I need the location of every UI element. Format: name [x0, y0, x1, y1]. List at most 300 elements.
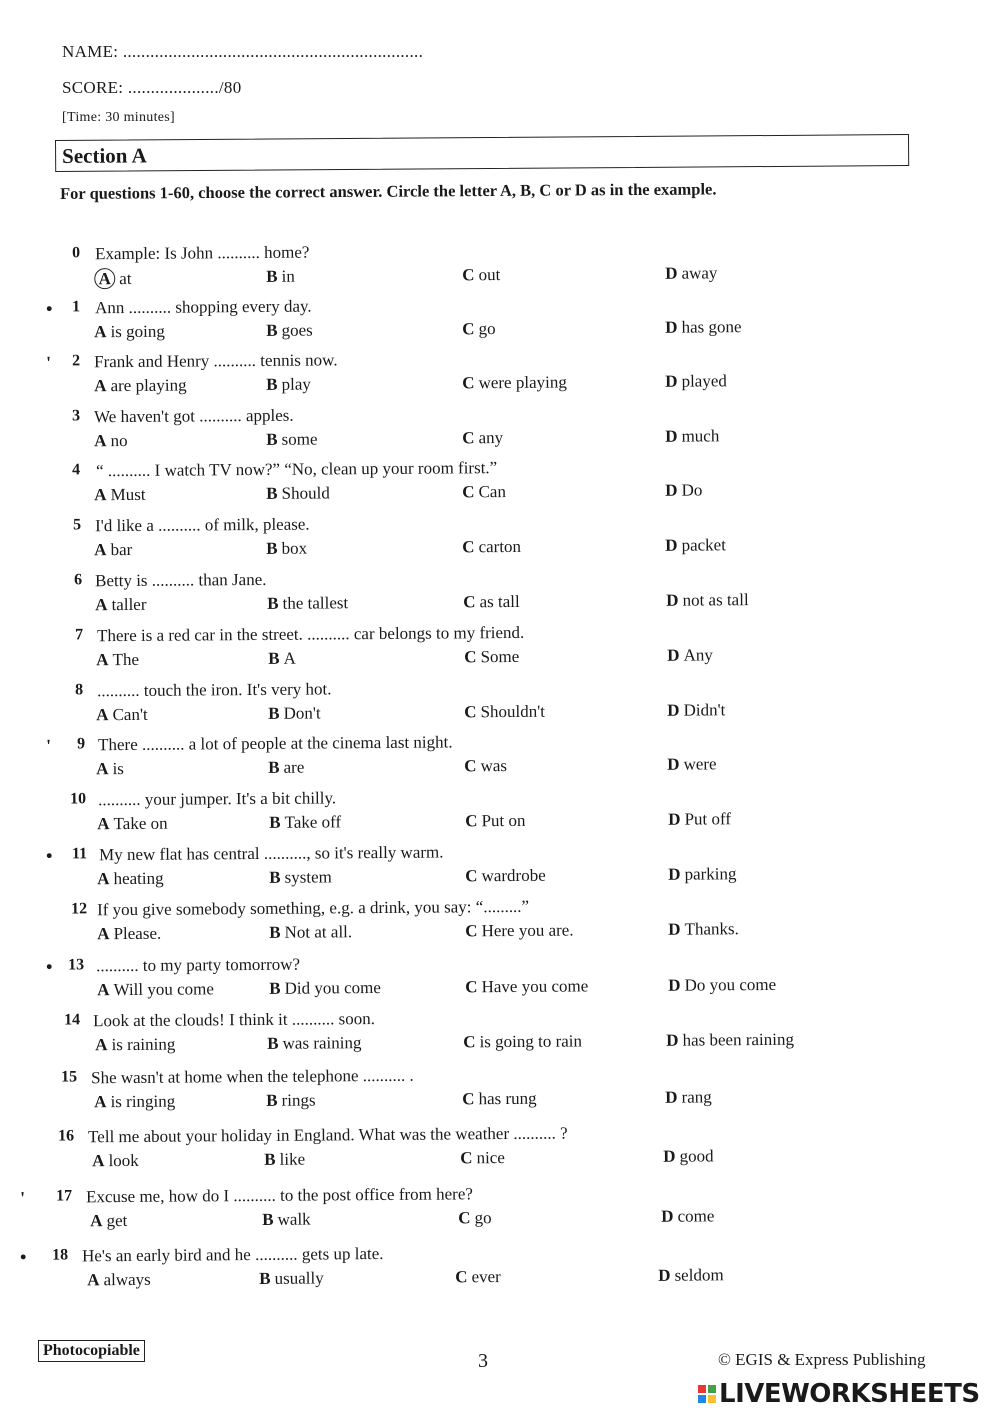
question-item — [0, 1239, 1000, 1297]
option-text: Any — [683, 645, 713, 665]
answer-option-c[interactable] — [462, 265, 500, 285]
option-letter: D — [663, 1146, 676, 1166]
answer-option-d[interactable] — [667, 700, 725, 720]
photocopiable-label: Photocopiable — [38, 1340, 145, 1362]
answer-option-b[interactable] — [268, 758, 304, 778]
answer-option-d[interactable] — [665, 1087, 712, 1107]
option-text: Have you come — [481, 976, 589, 997]
question-text: Example: Is John .......... home? — [94, 242, 310, 264]
question-bullet-mark: ' — [45, 352, 52, 373]
answer-option-b[interactable] — [266, 539, 307, 559]
option-letter: C — [463, 592, 476, 612]
option-text: play — [281, 374, 311, 394]
logo-square — [698, 1385, 706, 1393]
option-letter: B — [266, 483, 278, 503]
answer-option-a[interactable] — [94, 376, 186, 397]
answer-option-c[interactable] — [455, 1267, 501, 1287]
option-text: Do — [681, 480, 703, 500]
answer-option-c[interactable] — [462, 482, 506, 502]
answer-option-b[interactable] — [269, 867, 332, 887]
question-number: 9 — [76, 735, 86, 753]
option-text: the tallest — [282, 593, 349, 613]
option-text: has been raining — [682, 1029, 795, 1050]
answer-option-a[interactable] — [94, 322, 165, 343]
question-number: 3 — [71, 407, 81, 425]
option-letter: B — [266, 320, 278, 340]
question-number: 15 — [60, 1068, 78, 1086]
option-text: out — [478, 265, 501, 285]
option-text: Take off — [284, 812, 342, 832]
answer-option-c[interactable] — [463, 592, 520, 612]
option-text: much — [681, 426, 720, 446]
option-text: A — [283, 648, 296, 668]
question-text: We haven't got .......... apples. — [93, 405, 294, 427]
answer-option-b[interactable] — [266, 267, 295, 287]
answer-option-b[interactable] — [269, 978, 381, 999]
question-bullet-mark: • — [45, 298, 53, 319]
option-text: go — [478, 319, 496, 339]
publisher-credit: © EGIS & Express Publishing — [718, 1350, 926, 1369]
question-text: There .......... a lot of people at the cinema last night. — [97, 732, 453, 755]
option-text: wardrobe — [481, 865, 546, 886]
question-item — [0, 1120, 1000, 1178]
answer-option-d[interactable] — [661, 1206, 714, 1226]
answer-option-a[interactable] — [90, 1211, 127, 1231]
option-letter: D — [665, 371, 678, 391]
question-number: 17 — [55, 1187, 73, 1205]
option-text: like — [279, 1149, 306, 1169]
instructions: For questions 1-60, choose the correct answer. Circle the letter A, B, C or D as in the example. — [60, 179, 717, 203]
question-bullet-mark: • — [45, 956, 53, 977]
answer-option-b[interactable] — [267, 1033, 361, 1054]
option-letter: D — [665, 535, 678, 555]
option-letter: A — [96, 705, 109, 725]
answer-option-b[interactable] — [259, 1268, 324, 1289]
question-item — [0, 564, 1000, 622]
option-letter: D — [666, 590, 679, 610]
option-letter: A — [94, 376, 107, 396]
option-text: heating — [113, 868, 164, 889]
option-text: rang — [681, 1087, 712, 1107]
option-letter: C — [465, 811, 478, 831]
option-letter: D — [668, 809, 681, 829]
option-letter: D — [661, 1206, 674, 1226]
option-letter: C — [455, 1267, 468, 1287]
answer-option-d[interactable] — [666, 590, 749, 611]
answer-option-a[interactable] — [94, 540, 132, 560]
option-letter: D — [668, 864, 681, 884]
name-line: NAME: .................................................................. — [62, 42, 424, 61]
score-line: SCORE: ..................../80 — [62, 78, 242, 97]
option-text: come — [677, 1206, 715, 1226]
option-text: bar — [110, 539, 133, 560]
option-letter: C — [462, 428, 475, 448]
option-letter: A — [96, 650, 109, 670]
question-item — [0, 838, 1000, 896]
question-text: Frank and Henry .......... tennis now. — [93, 350, 338, 372]
option-text: rings — [281, 1090, 316, 1110]
question-number: 18 — [51, 1246, 69, 1264]
option-text: nice — [476, 1148, 505, 1168]
option-text: Shouldn't — [480, 701, 546, 722]
option-letter: C — [464, 647, 477, 667]
answer-option-a[interactable] — [95, 1035, 175, 1056]
option-letter: A — [97, 814, 110, 834]
answer-option-a[interactable] — [97, 869, 163, 890]
question-item — [0, 949, 1000, 1007]
page-number: 3 — [478, 1350, 488, 1372]
question-text: He's an early bird and he .......... gets up late. — [81, 1243, 384, 1266]
option-letter: B — [259, 1268, 271, 1288]
liveworksheets-logo-icon — [698, 1385, 716, 1403]
question-text: There is a red car in the street. .......... car belongs to my friend. — [96, 622, 525, 646]
answer-option-a[interactable] — [96, 705, 148, 725]
option-text: parking — [684, 864, 737, 884]
answer-option-c[interactable] — [462, 373, 567, 394]
answer-option-d[interactable] — [665, 371, 727, 391]
option-text: Put off — [684, 809, 732, 829]
option-text: get — [106, 1211, 128, 1231]
option-letter: A — [94, 485, 107, 505]
option-text: were playing — [478, 372, 567, 393]
option-letter: C — [465, 866, 478, 886]
answer-option-c[interactable] — [465, 811, 525, 831]
answer-option-d[interactable] — [666, 1030, 794, 1051]
option-letter: B — [268, 757, 280, 777]
question-text: My new flat has central .........., so it's really warm. — [98, 842, 444, 865]
option-letter: B — [267, 1033, 279, 1053]
option-letter: B — [266, 266, 278, 286]
option-text: played — [681, 371, 727, 391]
answer-option-d[interactable] — [665, 426, 719, 446]
question-bullet-mark: ' — [45, 735, 52, 756]
option-text: ever — [471, 1267, 501, 1287]
option-text: Not at all. — [284, 922, 353, 942]
question-item — [0, 237, 1000, 295]
question-number: 14 — [63, 1011, 81, 1029]
answer-option-c[interactable] — [465, 866, 546, 887]
option-text: Do you come — [684, 974, 777, 995]
answer-option-c[interactable] — [465, 976, 588, 997]
option-text: walk — [277, 1209, 311, 1229]
option-text: not as tall — [682, 590, 749, 610]
question-item — [0, 400, 1000, 458]
option-letter: C — [465, 977, 478, 997]
question-text: I'd like a .......... of milk, please. — [94, 514, 310, 536]
answer-option-b[interactable] — [262, 1210, 311, 1230]
option-letter: C — [462, 265, 475, 285]
option-letter: B — [269, 812, 281, 832]
answer-option-d[interactable] — [668, 919, 739, 940]
answer-option-b[interactable] — [268, 649, 296, 669]
option-letter: B — [267, 593, 279, 613]
answer-option-d[interactable] — [668, 864, 736, 885]
option-text: Didn't — [683, 700, 726, 720]
option-letter: B — [266, 374, 278, 394]
answer-option-c[interactable] — [464, 647, 519, 667]
answer-option-b[interactable] — [264, 1150, 305, 1170]
answer-option-c[interactable] — [460, 1148, 505, 1168]
question-number: 0 — [71, 244, 81, 262]
option-letter: B — [266, 1090, 278, 1110]
option-text: any — [478, 428, 504, 448]
answer-option-d[interactable] — [668, 975, 776, 996]
option-letter: A — [94, 1092, 107, 1112]
option-letter: A — [95, 595, 108, 615]
option-letter: D — [667, 754, 680, 774]
question-text: She wasn't at home when the telephone .......... . — [90, 1065, 414, 1088]
question-text: .......... your jumper. It's a bit chilly. — [97, 788, 337, 810]
option-letter: D — [665, 480, 678, 500]
option-text: Here you are. — [481, 920, 574, 941]
answer-option-a[interactable] — [97, 924, 161, 945]
option-text: was raining — [282, 1033, 362, 1053]
option-text: is raining — [111, 1034, 176, 1055]
option-text: is — [112, 759, 124, 779]
option-letter: A — [97, 924, 110, 944]
option-text: has rung — [478, 1088, 537, 1109]
option-text: is going to rain — [479, 1031, 583, 1052]
answer-option-a[interactable] — [96, 650, 139, 670]
option-text: carton — [478, 536, 522, 557]
option-letter: A — [94, 322, 107, 342]
option-text: Can — [478, 482, 506, 502]
answer-option-b[interactable] — [266, 1091, 315, 1111]
question-bullet-mark: ' — [19, 1187, 26, 1208]
answer-option-c[interactable] — [464, 702, 545, 723]
question-number: 16 — [57, 1127, 75, 1145]
answer-option-c[interactable] — [465, 920, 573, 941]
option-text: system — [284, 867, 332, 887]
answer-option-b[interactable] — [269, 812, 341, 833]
answer-option-d[interactable] — [665, 263, 717, 283]
option-letter: D — [665, 426, 678, 446]
option-text: at — [119, 268, 132, 289]
question-text: Look at the clouds! I think it .......... soon. — [92, 1009, 376, 1031]
option-letter: B — [269, 922, 281, 942]
option-letter: A — [94, 431, 107, 451]
option-text: as tall — [479, 591, 520, 612]
question-item — [0, 619, 1000, 677]
option-letter: C — [462, 482, 475, 502]
option-letter: C — [462, 537, 475, 557]
answer-option-a[interactable] — [94, 431, 127, 451]
answer-option-a[interactable] — [94, 1092, 175, 1113]
option-letter: B — [266, 538, 278, 558]
answer-option-a[interactable] — [94, 268, 131, 289]
option-text: no — [110, 430, 128, 451]
option-text: Must — [110, 484, 146, 505]
option-letter: D — [665, 263, 678, 283]
option-letter: A — [95, 1035, 108, 1055]
option-text: Thanks. — [684, 919, 739, 939]
answer-option-d[interactable] — [665, 317, 741, 338]
option-letter: A — [97, 980, 110, 1000]
question-number: 4 — [71, 461, 81, 479]
section-header-box — [55, 134, 909, 172]
question-text: Betty is .......... than Jane. — [94, 569, 267, 591]
option-letter: C — [460, 1148, 473, 1168]
answer-option-a[interactable] — [97, 979, 214, 1000]
option-letter: B — [269, 978, 281, 998]
question-bullet-mark: • — [45, 845, 53, 866]
option-letter: D — [668, 919, 681, 939]
answer-option-d[interactable] — [665, 480, 702, 500]
option-letter: C — [464, 756, 477, 776]
answer-option-d[interactable] — [665, 535, 726, 555]
answer-option-b[interactable] — [269, 922, 352, 943]
question-item — [0, 291, 1000, 349]
question-number: 2 — [71, 352, 81, 370]
answer-option-c[interactable] — [458, 1208, 491, 1228]
answer-option-b[interactable] — [266, 321, 313, 341]
logo-square — [698, 1395, 706, 1403]
option-text: Will you come — [113, 979, 214, 1000]
option-text: good — [679, 1146, 714, 1166]
option-text: Take on — [113, 813, 168, 834]
answer-option-b[interactable] — [268, 703, 321, 723]
question-text: Tell me about your holiday in England. What was the weather .......... ? — [87, 1123, 568, 1147]
option-letter: C — [462, 1089, 475, 1109]
option-letter: A — [90, 1211, 103, 1231]
question-number: 5 — [72, 516, 82, 534]
answer-option-d[interactable] — [667, 754, 716, 774]
option-letter: A — [96, 759, 109, 779]
option-text: Should — [281, 483, 330, 503]
answer-option-a[interactable] — [97, 814, 167, 835]
option-text: always — [103, 1269, 151, 1290]
option-letter: C — [458, 1208, 471, 1228]
option-letter: C — [462, 373, 475, 393]
answer-option-d[interactable] — [663, 1146, 713, 1166]
answer-option-c[interactable] — [463, 1031, 582, 1052]
answer-option-b[interactable] — [266, 375, 311, 395]
option-text: in — [281, 266, 295, 286]
option-letter: B — [262, 1209, 274, 1229]
option-text: usually — [274, 1268, 324, 1288]
question-item — [0, 1061, 1000, 1119]
option-letter: C — [464, 702, 477, 722]
question-number: 7 — [74, 626, 84, 644]
answer-option-c[interactable] — [462, 1089, 537, 1110]
option-text: has gone — [681, 317, 742, 337]
option-letter: C — [465, 921, 478, 941]
option-text: are — [283, 757, 305, 777]
option-letter: C — [463, 1032, 476, 1052]
liveworksheets-text: LIVEWORKSHEETS — [719, 1379, 980, 1409]
option-text: look — [108, 1150, 139, 1171]
question-item — [0, 454, 1000, 512]
option-text: some — [281, 429, 318, 449]
question-bullet-mark: • — [19, 1246, 27, 1267]
logo-square — [708, 1395, 716, 1403]
option-letter: B — [268, 703, 280, 723]
answer-option-d[interactable] — [667, 645, 713, 665]
option-letter: B — [264, 1149, 276, 1169]
question-item — [0, 893, 1000, 951]
question-number: 6 — [73, 571, 83, 589]
question-item — [0, 674, 1000, 732]
answer-option-a[interactable] — [96, 759, 124, 779]
question-number: 8 — [74, 681, 84, 699]
option-letter: A — [97, 869, 110, 889]
question-item — [0, 1004, 1000, 1062]
option-letter-circled: A — [94, 268, 115, 289]
option-letter: A — [92, 1151, 105, 1171]
question-item — [0, 728, 1000, 786]
question-number: 13 — [67, 956, 85, 974]
answer-option-b[interactable] — [266, 483, 330, 503]
question-text: “ .......... I watch TV now?” “No, clean up your room first.” — [95, 458, 498, 481]
liveworksheets-banner — [698, 1380, 998, 1408]
option-text: is ringing — [110, 1091, 176, 1112]
option-text: The — [112, 649, 140, 670]
option-text: packet — [681, 535, 726, 555]
logo-square — [708, 1385, 716, 1393]
option-text: Don't — [283, 703, 321, 723]
question-text: .......... touch the iron. It's very hot. — [96, 679, 332, 701]
option-letter: D — [665, 1087, 678, 1107]
question-number: 12 — [70, 900, 88, 918]
answer-option-a[interactable] — [92, 1151, 139, 1171]
option-letter: D — [667, 700, 680, 720]
answer-option-c[interactable] — [462, 537, 521, 557]
option-text: is going — [110, 321, 165, 342]
question-text: .......... to my party tomorrow? — [95, 954, 301, 976]
option-letter: D — [668, 975, 681, 995]
option-letter: B — [269, 867, 281, 887]
question-item — [0, 345, 1000, 403]
option-text: seldom — [674, 1265, 724, 1285]
question-item — [0, 1180, 1000, 1238]
option-letter: C — [462, 319, 475, 339]
question-text: Ann .......... shopping every day. — [94, 296, 312, 318]
option-letter: D — [658, 1265, 671, 1285]
answer-option-d[interactable] — [668, 809, 731, 829]
option-letter: B — [266, 429, 278, 449]
option-text: Please. — [113, 923, 162, 944]
option-letter: D — [667, 645, 680, 665]
answer-option-b[interactable] — [267, 593, 348, 614]
answer-option-a[interactable] — [94, 485, 145, 505]
question-text: Excuse me, how do I .......... to the post office from here? — [85, 1184, 473, 1207]
answer-option-a[interactable] — [95, 595, 146, 615]
answer-option-c[interactable] — [462, 428, 503, 448]
question-text: If you give somebody something, e.g. a drink, you say: “.........” — [96, 896, 530, 920]
option-text: Put on — [481, 810, 526, 831]
question-item — [0, 783, 1000, 841]
question-number: 1 — [71, 298, 81, 316]
answer-option-b[interactable] — [266, 430, 317, 450]
answer-option-d[interactable] — [658, 1265, 724, 1286]
question-number: 11 — [71, 845, 88, 863]
option-text: Can't — [112, 704, 148, 725]
answer-option-c[interactable] — [464, 756, 507, 776]
option-text: box — [281, 538, 308, 558]
section-title: Section A — [62, 143, 147, 168]
option-text: Did you come — [284, 978, 381, 998]
time-note: [Time: 30 minutes] — [62, 110, 175, 125]
option-letter: D — [666, 1030, 679, 1050]
answer-option-a[interactable] — [87, 1270, 151, 1290]
option-letter: B — [268, 648, 280, 668]
answer-option-c[interactable] — [462, 319, 495, 339]
option-text: were — [683, 754, 717, 774]
option-letter: D — [665, 317, 678, 337]
option-text: are playing — [110, 375, 187, 396]
option-letter: A — [94, 540, 107, 560]
question-number: 10 — [69, 790, 87, 808]
